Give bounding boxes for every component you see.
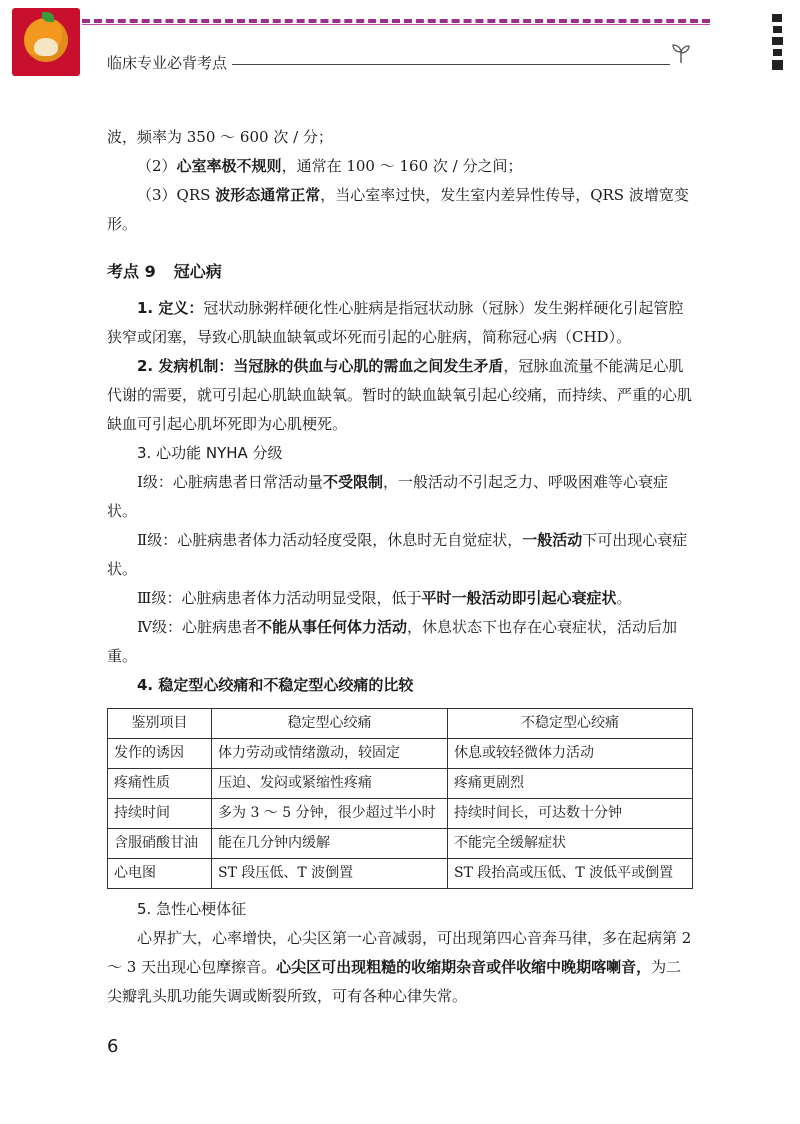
header-rule-line	[82, 24, 710, 25]
nyha-heading: 3. 心功能 NYHA 分级	[137, 444, 283, 462]
nyha-grade-1: Ⅰ级：心脏病患者日常活动量不受限制，一般活动不引起乏力、呼吸困难等心衰症状。	[107, 473, 668, 520]
running-header-title: 临床专业必背考点	[107, 54, 228, 72]
section-heading: 考点 9 冠心病	[107, 262, 222, 281]
mechanism-paragraph: 2. 发病机制：当冠脉的供血与心肌的需血之间发生矛盾，冠脉血流量不能满足心肌代谢的需要，就可引起心肌缺血缺氧。暂时的缺血缺氧引起心绞痛，而持续、严重的心肌缺血可引起心肌坏死即为心肌梗死。	[107, 357, 693, 433]
table-cell: 发作的诱因	[108, 739, 212, 769]
table-row	[108, 739, 693, 769]
header-decorative-rule	[82, 19, 710, 23]
table-cell: 含服硝酸甘油	[108, 829, 212, 859]
table-cell: 能在几分钟内缓解	[212, 829, 448, 859]
intro-line-1: 波，频率为 350 ～ 600 次 / 分；	[107, 128, 333, 146]
nyha-grade-3: Ⅲ级：心脏病患者体力活动明显受限，低于平时一般活动即引起心衰症状。	[137, 589, 632, 607]
table-header-row	[108, 709, 693, 739]
page-body	[107, 123, 693, 1011]
mascot-face-icon	[34, 38, 58, 56]
intro-item-3: （3）QRS 波形态通常正常，当心室率过快，发生室内差异性传导，QRS 波增宽变形。	[107, 186, 689, 233]
table-cell: 不能完全缓解症状	[448, 829, 693, 859]
table-cell: ST 段压低、T 波倒置	[212, 859, 448, 889]
comparison-heading: 4. 稳定型心绞痛和不稳定型心绞痛的比较	[137, 676, 414, 694]
header-underline	[232, 64, 670, 65]
page-number: 6	[107, 1036, 119, 1057]
sprout-icon	[670, 42, 692, 64]
side-decoration-icon	[770, 12, 786, 76]
table-header-cell: 稳定型心绞痛	[212, 709, 448, 739]
mi-signs-heading: 5. 急性心梗体征	[137, 900, 247, 918]
nyha-grade-2: Ⅱ级：心脏病患者体力活动轻度受限，休息时无自觉症状，一般活动下可出现心衰症状。	[107, 531, 688, 578]
intro-item-2: （2）心室率极不规则，通常在 100 ～ 160 次 / 分之间；	[137, 157, 523, 175]
table-cell: 压迫、发闷或紧缩性疼痛	[212, 769, 448, 799]
table-row	[108, 769, 693, 799]
mi-signs-paragraph: 心界扩大，心率增快，心尖区第一心音减弱，可出现第四心音奔马律，多在起病第 2 ～ 3 天出现心包摩擦音。心尖区可出现粗糙的收缩期杂音或伴收缩中晚期喀喇音，为二尖瓣乳头肌功能失调或断裂所致，可有各种心律失常。	[107, 929, 692, 1005]
table-header-cell: 不稳定型心绞痛	[448, 709, 693, 739]
angina-comparison-table	[107, 708, 693, 889]
table-cell: 多为 3 ～ 5 分钟，很少超过半小时	[212, 799, 448, 829]
table-cell: 休息或较轻微体力活动	[448, 739, 693, 769]
leaf-icon	[42, 12, 54, 22]
nyha-grade-4: Ⅳ级：心脏病患者不能从事任何体力活动，休息状态下也存在心衰症状，活动后加重。	[107, 618, 678, 665]
table-cell: 体力劳动或情绪激动，较固定	[212, 739, 448, 769]
publisher-logo	[12, 8, 80, 76]
table-cell: 心电图	[108, 859, 212, 889]
table-cell: 持续时间长，可达数十分钟	[448, 799, 693, 829]
table-cell: 疼痛性质	[108, 769, 212, 799]
table-row	[108, 859, 693, 889]
table-row	[108, 799, 693, 829]
table-cell: 持续时间	[108, 799, 212, 829]
table-cell: ST 段抬高或压低、T 波低平或倒置	[448, 859, 693, 889]
table-header-cell: 鉴别项目	[108, 709, 212, 739]
definition-paragraph: 1. 定义：冠状动脉粥样硬化性心脏病是指冠状动脉（冠脉）发生粥样硬化引起管腔狭窄或闭塞，导致心肌缺血缺氧或坏死而引起的心脏病，简称冠心病（CHD）。	[107, 299, 684, 346]
table-cell: 疼痛更剧烈	[448, 769, 693, 799]
table-row	[108, 829, 693, 859]
